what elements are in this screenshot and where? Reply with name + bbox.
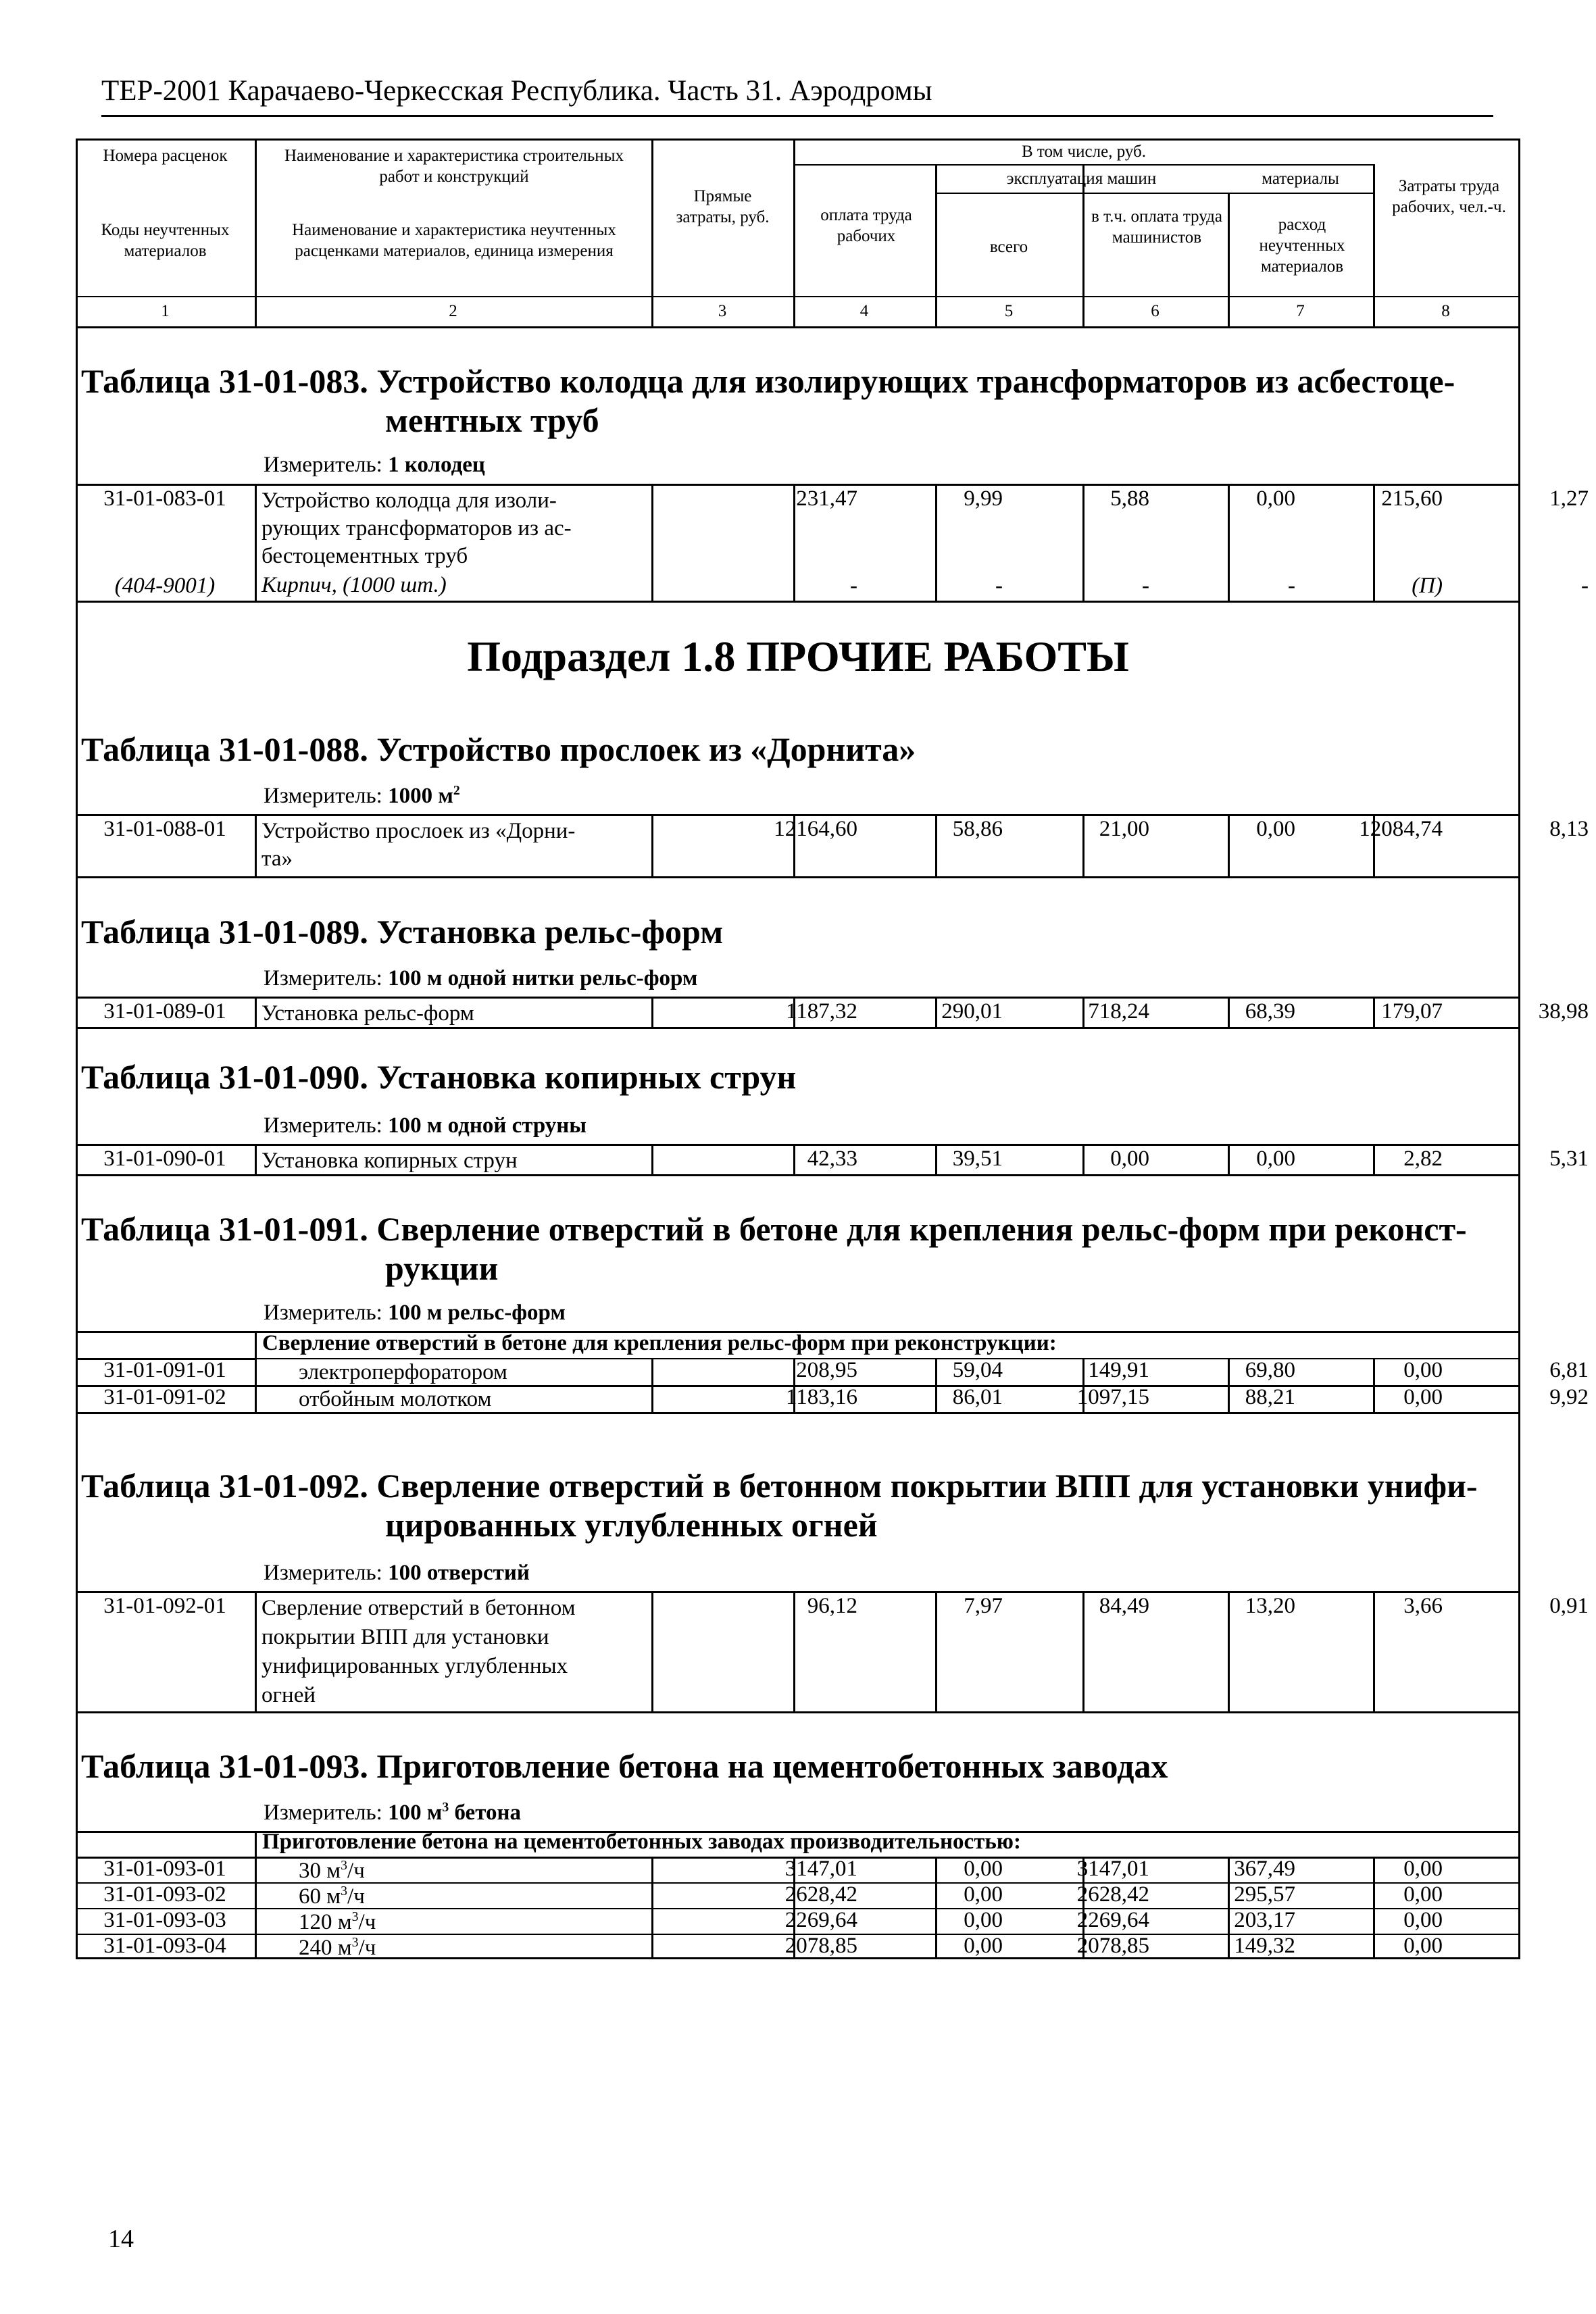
operator-pay: 0,00 (1256, 486, 1295, 511)
worker-pay: 58,86 (952, 817, 1003, 841)
labor-hours: 0,91 (1549, 1594, 1589, 1618)
work-name: Установка рельс-форм (261, 1001, 474, 1026)
direct-costs: 2269,64 (784, 1908, 857, 1932)
operator-pay: 149,32 (1234, 1934, 1295, 1958)
col-number: 4 (859, 302, 869, 320)
dash: - (1288, 574, 1295, 598)
materials-cost: 12084,74 (1359, 817, 1443, 841)
table-title: Таблица 31-01-089. Установка рельс-форм (81, 913, 724, 951)
worker-pay: 86,01 (952, 1385, 1003, 1409)
col-number: 2 (449, 302, 457, 320)
rate-code: 31-01-091-01 (103, 1358, 226, 1382)
direct-costs: 12164,60 (774, 817, 857, 841)
work-name: бестоцементных труб (261, 544, 468, 568)
worker-pay: 0,00 (964, 1934, 1003, 1958)
table-title: Таблица 31-01-093. Приготовление бетона на цементобетонных заводах (81, 1747, 1168, 1785)
plant-capacity: 120 $м^3/ч$ (299, 1909, 376, 1934)
rate-code: 31-01-090-01 (103, 1147, 226, 1171)
measure-unit: Измеритель: 1000 $м^2$ (264, 783, 460, 808)
measure-unit: Измеритель: 1 колодец (264, 453, 485, 477)
unit-tail: /ч (358, 1936, 376, 1960)
direct-costs: 96,12 (807, 1594, 857, 1618)
labor-hours: 9,92 (1549, 1385, 1589, 1409)
operator-pay: 13,20 (1245, 1594, 1295, 1618)
rate-code: 31-01-089-01 (103, 999, 226, 1024)
labor-hours: 38,98 (1538, 999, 1589, 1024)
col-number: 1 (161, 302, 170, 320)
column-header (76, 139, 1520, 331)
table-title-cont: рукции (385, 1249, 499, 1287)
measure-value: 100 м одной струны (388, 1113, 587, 1138)
rate-code: 31-01-092-01 (103, 1594, 226, 1618)
measure-value: 100 м одной нитки рельс-форм (388, 966, 698, 990)
machines-total: 5,88 (1110, 486, 1149, 511)
section-heading: Подраздел 1.8 ПРОЧИЕ РАБОТЫ (467, 632, 1129, 680)
superscript: 3 (341, 1884, 348, 1898)
worker-pay: 39,51 (952, 1147, 1003, 1171)
worker-pay: 59,04 (952, 1358, 1003, 1382)
machines-total: 3147,01 (1076, 1857, 1149, 1881)
rate-code: 31-01-093-03 (103, 1908, 226, 1932)
machines-total: 0,00 (1110, 1147, 1149, 1171)
materials-cost: 3,66 (1403, 1594, 1443, 1618)
superscript: 3 (351, 1909, 359, 1924)
plant-capacity: 30 $м^3/ч$ (299, 1858, 365, 1883)
work-name: Устройство прослоек из «Дорни- (261, 819, 576, 843)
work-name: та» (261, 847, 293, 871)
superscript: 3 (351, 1935, 359, 1950)
materials-cost: 0,00 (1403, 1934, 1443, 1958)
col-header-exploitation: эксплуатация машин (1006, 170, 1157, 188)
operator-pay: 295,57 (1234, 1882, 1295, 1907)
worker-pay: 290,01 (941, 999, 1003, 1024)
machines-total: 84,49 (1099, 1594, 1149, 1618)
measure-unit: Измеритель: 100 м рельс-форм (264, 1301, 566, 1325)
labor-hours: 8,13 (1549, 817, 1589, 841)
unit-tail: /ч (347, 1884, 365, 1909)
measure-value: 1000 м (388, 784, 453, 808)
col-header-direct-costs: Прямые затраты, руб. (676, 187, 770, 226)
operator-pay: 88,21 (1245, 1385, 1295, 1409)
materials-cost: 0,00 (1403, 1358, 1443, 1382)
materials-cost: 0,00 (1403, 1882, 1443, 1907)
work-name: унифицированных углубленных (261, 1654, 568, 1678)
measure-value: 100 м (388, 1801, 443, 1825)
table-row (76, 1591, 1589, 1713)
machines-total: 2269,64 (1076, 1908, 1149, 1932)
plant-capacity: 240 $м^3/ч$ (299, 1935, 376, 1960)
unit-tail: /ч (347, 1859, 365, 1883)
work-name: Сверление отверстий в бетонном (261, 1596, 576, 1620)
plant-capacity: 60 $м^3/ч$ (299, 1884, 365, 1909)
measure-unit: Измеритель: 100 м одной нитки рельс-форм (264, 966, 698, 990)
col-header-material-usage: расход неучтенных материалов (1259, 216, 1345, 276)
col-header-rate-number: Номера расценок (103, 147, 228, 165)
worker-pay: 9,99 (964, 486, 1003, 511)
col-header-material-name: Наименование и характеристика неучтенных расценками материалов, единица измерения (292, 221, 616, 260)
direct-costs: 42,33 (807, 1147, 857, 1171)
machines-total: 149,91 (1088, 1358, 1149, 1382)
dash: - (995, 574, 1003, 598)
machines-total: 1097,15 (1076, 1385, 1149, 1409)
rate-code: 31-01-091-02 (103, 1385, 226, 1409)
superscript: 3 (442, 1800, 449, 1815)
worker-pay: 0,00 (964, 1857, 1003, 1881)
table-title: Таблица 31-01-092. Сверление отверстий в бетонном покрытии ВПП для установки унифи- (81, 1467, 1478, 1505)
measure-value: 100 м рельс-форм (388, 1301, 566, 1325)
direct-costs: 2628,42 (784, 1882, 857, 1907)
measure-value: 1 колодец (388, 453, 485, 477)
dash: - (1581, 574, 1589, 598)
page-number: 14 (108, 2225, 134, 2253)
rate-code: 31-01-093-04 (103, 1934, 226, 1958)
group-subheading: Сверление отверстий в бетоне для крепления рельс-форм при реконструкции: (262, 1331, 1057, 1355)
work-name: Устройство колодца для изоли- (261, 488, 557, 513)
measure-value: 100 отверстий (388, 1561, 530, 1585)
col-header-materials: материалы (1262, 170, 1339, 188)
table-title-cont: ментных труб (385, 401, 599, 439)
work-name: рующих трансформаторов из ас- (261, 516, 572, 540)
material-flag: (П) (1412, 574, 1443, 598)
work-name: отбойным молотком (299, 1387, 492, 1411)
col-number: 3 (718, 302, 727, 320)
materials-cost: 0,00 (1403, 1908, 1443, 1932)
rate-code: 31-01-083-01 (103, 486, 226, 511)
col-number: 5 (1004, 302, 1014, 320)
col-header-operator-pay: в т.ч. оплата труда машинистов (1091, 207, 1222, 247)
running-header: ТЕР-2001 Карачаево-Черкесская Республика. Часть 31. Аэродромы (101, 75, 932, 107)
materials-cost: 2,82 (1403, 1147, 1443, 1171)
table-title: Таблица 31-01-088. Устройство прослоек из «Дорнита» (81, 730, 916, 768)
labor-hours: 6,81 (1549, 1358, 1589, 1382)
materials-cost: 0,00 (1403, 1385, 1443, 1409)
operator-pay: 367,49 (1234, 1857, 1295, 1881)
machines-total: 2628,42 (1076, 1882, 1149, 1907)
superscript: 3 (341, 1858, 348, 1873)
operator-pay: 0,00 (1256, 817, 1295, 841)
dash: - (850, 574, 857, 598)
superscript: 2 (453, 783, 460, 798)
operator-pay: 68,39 (1245, 999, 1295, 1024)
unit-tail: /ч (358, 1910, 376, 1934)
worker-pay: 7,97 (964, 1594, 1003, 1618)
materials-cost: 215,60 (1381, 486, 1443, 511)
materials-cost: 179,07 (1381, 999, 1443, 1024)
labor-hours: 1,27 (1549, 486, 1589, 511)
machines-total: 718,24 (1088, 999, 1149, 1024)
rate-code: 31-01-088-01 (103, 817, 226, 841)
col-header-machines-total: всего (989, 238, 1028, 256)
work-name: электроперфоратором (299, 1360, 507, 1384)
measure-unit: Измеритель: 100 отверстий (264, 1561, 530, 1585)
direct-costs: 3147,01 (784, 1857, 857, 1881)
header-rule (101, 115, 1493, 117)
col-header-worker-pay: оплата труда рабочих (820, 206, 912, 245)
machines-total: 2078,85 (1076, 1934, 1149, 1958)
work-name: покрытии ВПП для установки (261, 1625, 549, 1649)
measure-unit: Измеритель: 100 м одной струны (264, 1113, 587, 1138)
table-title: Таблица 31-01-083. Устройство колодца для изолирующих трансформаторов из асбестоце- (81, 362, 1455, 400)
rate-code: 31-01-093-02 (103, 1882, 226, 1907)
col-header-labor: Затраты труда рабочих, чел.-ч. (1392, 177, 1506, 216)
col-header-including: В том числе, руб. (1021, 143, 1147, 161)
col-number: 6 (1151, 302, 1159, 320)
col-number: 7 (1296, 302, 1305, 320)
measure-unit: Измеритель: 100 $м^3$ бетона (264, 1800, 521, 1825)
direct-costs: 208,95 (796, 1358, 857, 1382)
operator-pay: 203,17 (1234, 1908, 1295, 1932)
material-name: Кирпич, (1000 шт.) (261, 573, 447, 597)
work-name: огней (261, 1683, 316, 1707)
operator-pay: 69,80 (1245, 1358, 1295, 1382)
materials-cost: 0,00 (1403, 1857, 1443, 1881)
worker-pay: 0,00 (964, 1908, 1003, 1932)
work-name: Установка копирных струн (261, 1149, 518, 1173)
direct-costs: 1183,16 (785, 1385, 857, 1409)
table-title: Таблица 31-01-090. Установка копирных струн (81, 1058, 797, 1096)
measure-tail: бетона (449, 1801, 521, 1825)
worker-pay: 0,00 (964, 1882, 1003, 1907)
col-number: 8 (1441, 302, 1450, 320)
table-row (76, 484, 1589, 572)
table-title-cont: цированных углубленных огней (385, 1506, 878, 1544)
operator-pay: 0,00 (1256, 1147, 1295, 1171)
table-title: Таблица 31-01-091. Сверление отверстий в бетоне для крепления рельс-форм при реконст- (81, 1210, 1467, 1248)
labor-hours: 5,31 (1549, 1147, 1589, 1171)
col-header-work-name: Наименование и характеристика строительных работ и конструкций (284, 147, 624, 186)
direct-costs: 2078,85 (784, 1934, 857, 1958)
dash: - (1142, 574, 1149, 598)
col-header-material-codes: Коды неучтенных материалов (101, 221, 230, 260)
group-subheading: Приготовление бетона на цементобетонных заводах производительностью: (262, 1830, 1021, 1854)
direct-costs: 1187,32 (785, 999, 857, 1024)
machines-total: 21,00 (1099, 817, 1149, 841)
direct-costs: 231,47 (796, 486, 857, 511)
rate-code: 31-01-093-01 (103, 1857, 226, 1881)
material-code: (404-9001) (114, 574, 216, 598)
